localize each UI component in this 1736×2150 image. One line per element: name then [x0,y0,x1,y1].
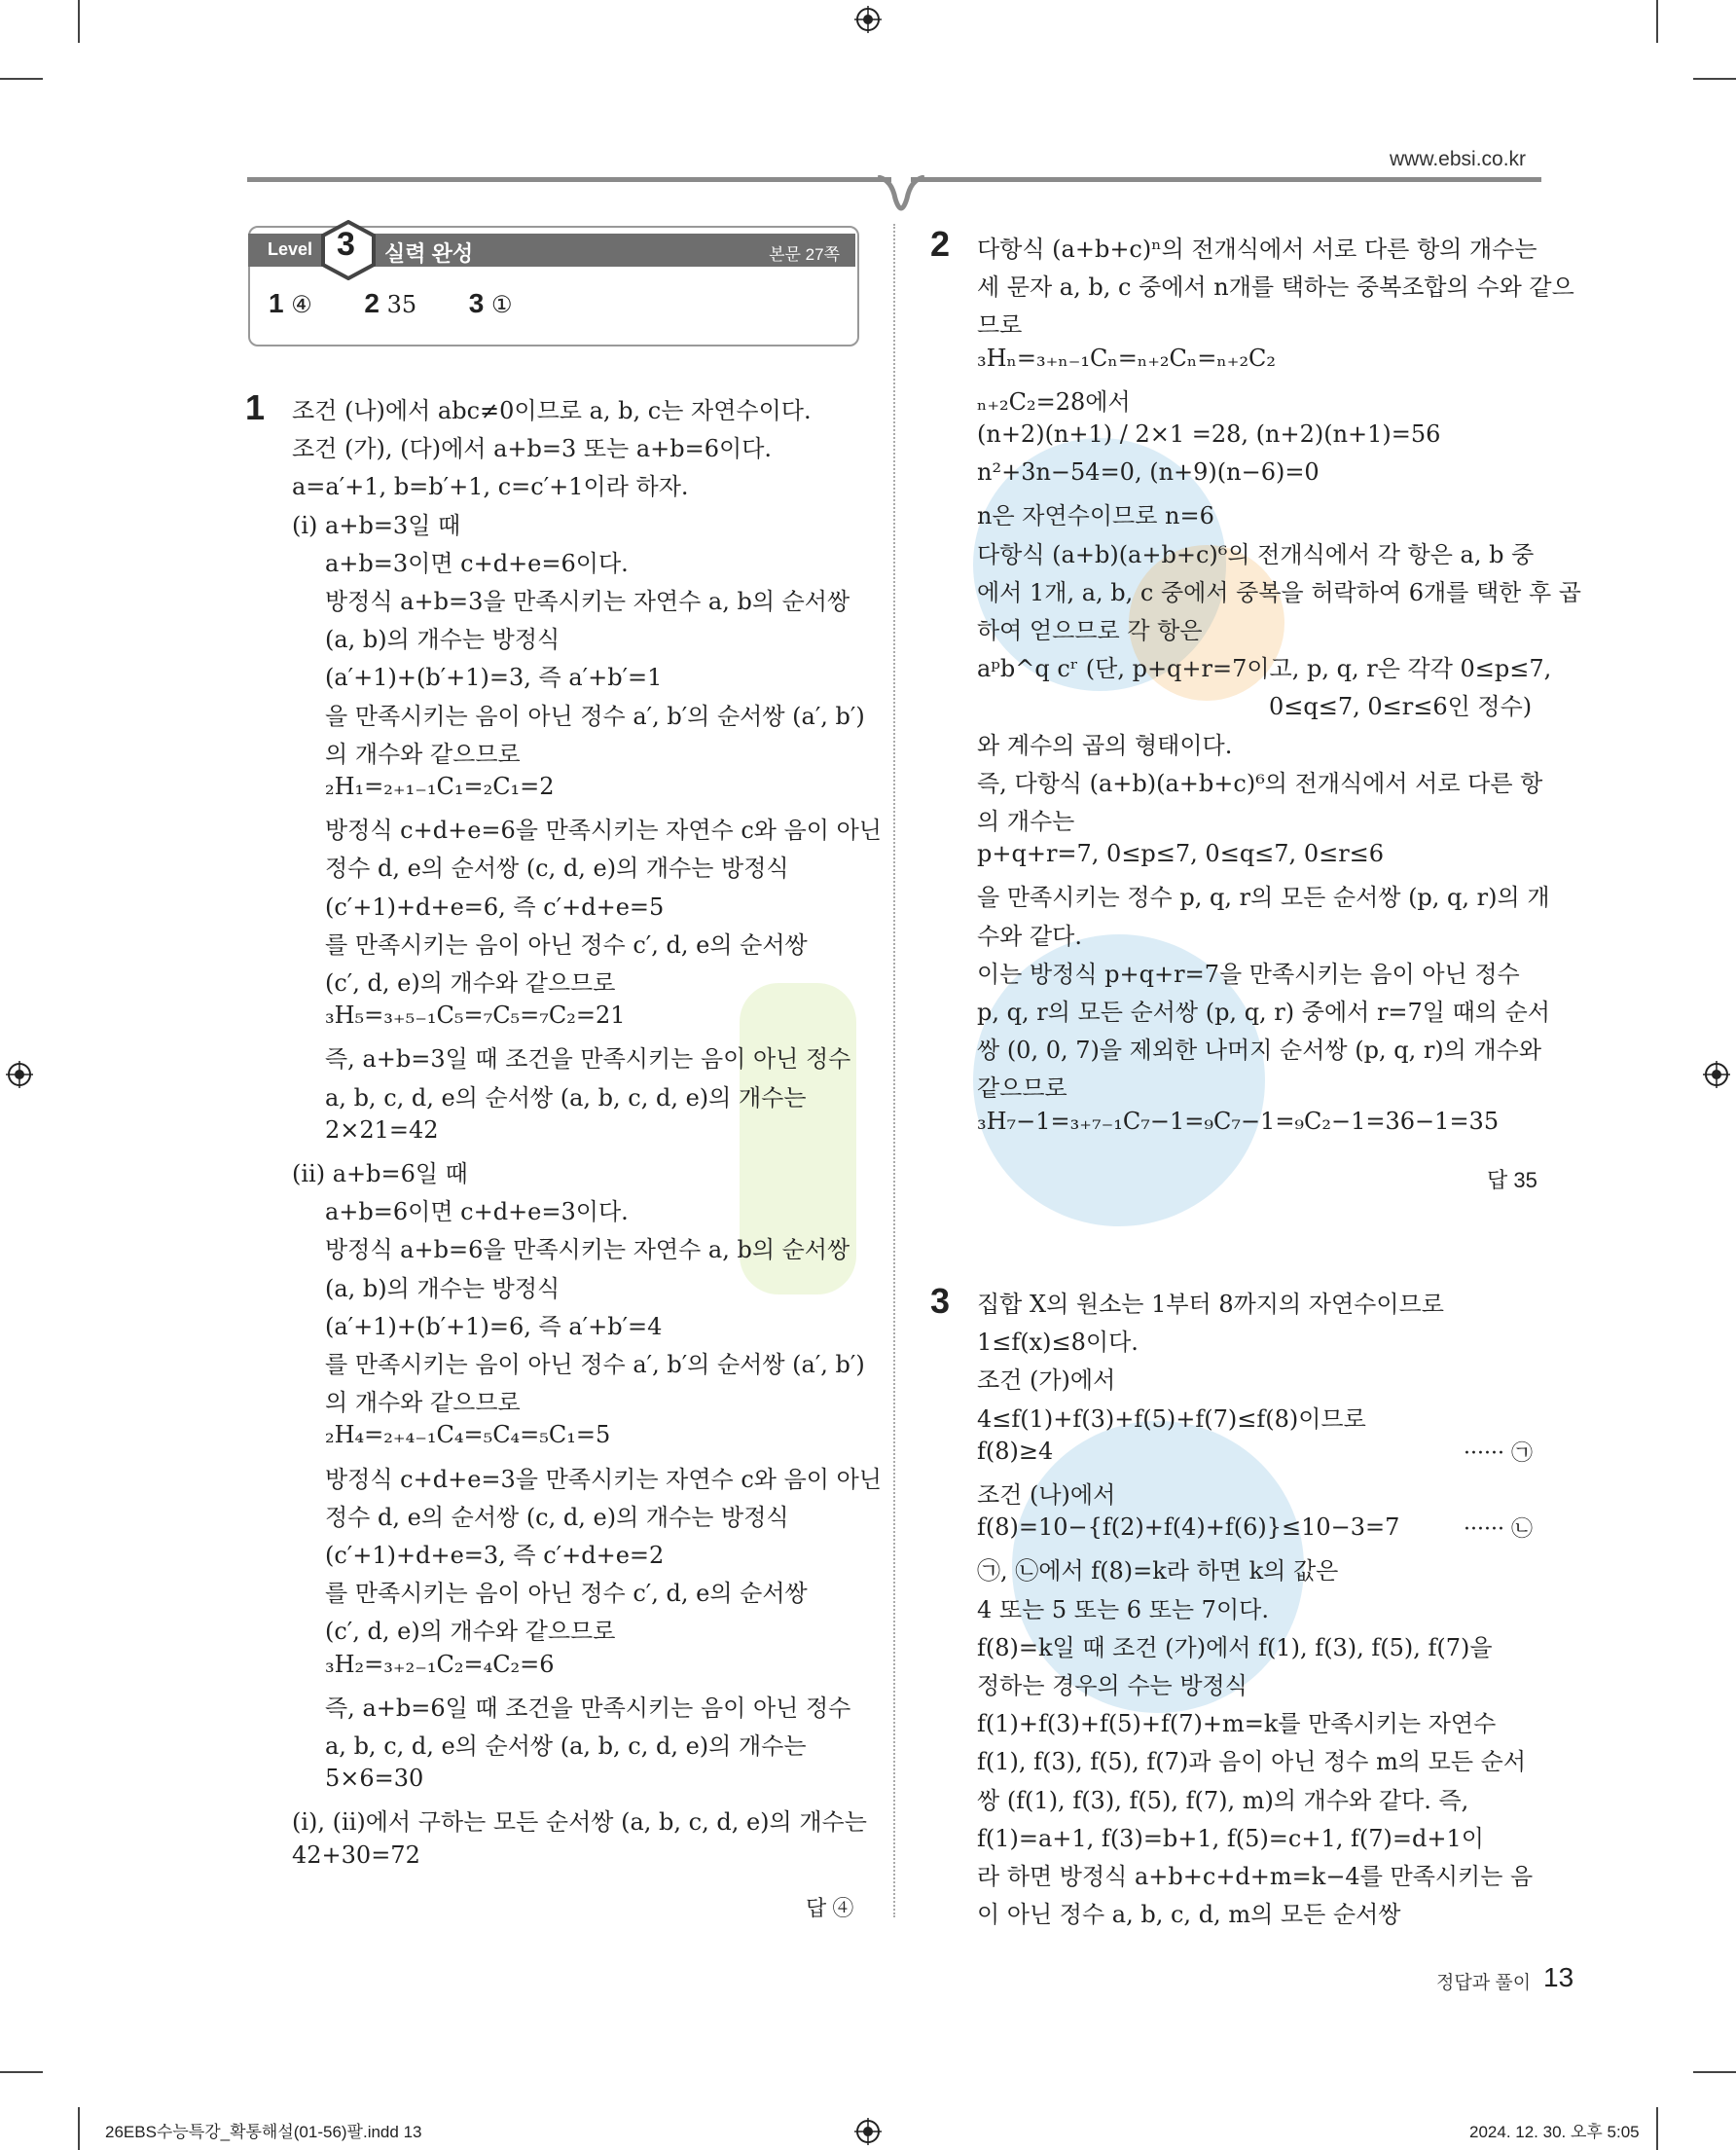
solution-line: n²+3n−54=0, (n+9)(n−6)=0 [977,458,1320,487]
registration-mark-icon [854,2118,882,2145]
solution-line: 라 하면 방정식 a+b+c+d+m=k−4를 만족시키는 음 [977,1863,1534,1890]
solution-line: 의 개수는 [977,808,1075,835]
solution-line: a+b=3이면 c+d+e=6이다. [325,549,629,577]
solution-line: f(1)+f(3)+f(5)+f(7)+m=k를 만족시키는 자연수 [977,1710,1497,1738]
solution-line: aᵖb^q cʳ (단, p+q+r=7이고, p, q, r은 각각 0≤p≤7, [977,655,1552,683]
solution-line: 수와 같다. [977,922,1082,950]
registration-mark-icon [6,1061,33,1088]
solution-line: ₃Hₙ=₃₊ₙ₋₁Cₙ=ₙ₊₂Cₙ=ₙ₊₂C₂ [977,344,1277,372]
solution-line: 에서 1개, a, b, c 중에서 중복을 허락하여 6개를 택한 후 곱 [977,578,1581,606]
solution-line: 세 문자 a, b, c 중에서 n개를 택하는 중복조합의 수와 같으 [977,273,1574,302]
solution-line: ₙ₊₂C₂=28에서 [977,387,1131,416]
page-number: 13 [1543,1962,1574,1992]
equation-tag: ······ ㉡ [1464,1517,1533,1542]
solution-line: 즉, a+b=3일 때 조건을 만족시키는 음이 아닌 정수 [325,1045,851,1074]
crop-mark [0,78,43,80]
solution-line: 정수 d, e의 순서쌍 (c, d, e)의 개수는 방정식 [325,1503,789,1531]
solution-line: ㉠, ㉡에서 f(8)=k라 하면 k의 값은 [977,1557,1339,1585]
solution-line: (c′, d, e)의 개수와 같으므로 [325,1618,616,1646]
solution-line: (a′+1)+(b′+1)=3, 즉 a′+b′=1 [325,664,663,692]
solution-line: 의 개수와 같으므로 [325,740,521,768]
solution-line: 조건 (나)에서 [977,1481,1116,1509]
solution-line: 4 또는 5 또는 6 또는 7이다. [977,1595,1269,1623]
solution-line: a, b, c, d, e의 순서쌍 (a, b, c, d, e)의 개수는 [325,1083,807,1111]
crop-mark [78,0,80,43]
solution-line: 를 만족시키는 음이 아닌 정수 c′, d, e의 순서쌍 [325,930,808,959]
solution-line: f(8)=10−{f(2)+f(4)+f(6)}≤10−3=7 [977,1513,1400,1542]
solution-line: p, q, r의 모든 순서쌍 (p, q, r) 중에서 r=7일 때의 순서 [977,999,1550,1026]
solution-line: 조건 (나)에서 abc≠0이므로 a, b, c는 자연수이다. [292,397,812,424]
solution-line: 다항식 (a+b+c)ⁿ의 전개식에서 서로 다른 항의 개수는 [977,236,1537,263]
solution-line: ₃H₂=₃₊₂₋₁C₂=₄C₂=6 [325,1650,555,1678]
level-number: 3 [337,226,355,263]
solution-line: (c′, d, e)의 개수와 같으므로 [325,969,616,997]
answer-label: 답 35 [1487,1168,1537,1192]
solution-line: 와 계수의 곱의 형태이다. [977,731,1233,759]
solution-line: 조건 (가), (다)에서 a+b=3 또는 a+b=6이다. [292,435,773,463]
crop-mark [1693,2071,1736,2073]
solution-line: 2×21=42 [325,1115,439,1144]
solution-line: a+b=6이면 c+d+e=3이다. [325,1198,629,1226]
page-reference: 본문 27쪽 [769,245,840,264]
registration-mark-icon [1703,1061,1730,1088]
crop-mark [1656,2107,1658,2150]
solution-line: a, b, c, d, e의 순서쌍 (a, b, c, d, e)의 개수는 [325,1732,807,1760]
file-slug: 26EBS수능특강_확통해설(01-56)팔.indd 13 [105,2123,422,2141]
footer-label: 정답과 풀이 [1436,1973,1532,1993]
site-url: www.ebsi.co.kr [1390,148,1527,170]
equation-tag: ······ ㉠ [1464,1441,1533,1466]
answer-summary [269,288,558,319]
solution-line: 같으므로 [977,1075,1067,1103]
question-number: 2 [930,224,951,264]
solution-line: 5×6=30 [325,1765,424,1793]
print-timestamp: 2024. 12. 30. 오후 5:05 [1469,2123,1640,2141]
crop-mark [1693,78,1736,80]
solution-line: ₃H₅=₃₊₅₋₁C₅=₇C₅=₇C₂=21 [325,1002,626,1030]
question-number: 1 [245,387,266,427]
answer-item: 2 35 [364,288,417,318]
solution-line: 을 만족시키는 음이 아닌 정수 a′, b′의 순서쌍 (a′, b′) [325,702,865,730]
crop-mark [78,2107,80,2150]
solution-line: 을 만족시키는 정수 p, q, r의 모든 순서쌍 (p, q, r)의 개 [977,884,1550,912]
solution-line: 즉, a+b=6일 때 조건을 만족시키는 음이 아닌 정수 [325,1694,851,1722]
solution-line: (ⅰ), (ⅱ)에서 구하는 모든 순서쌍 (a, b, c, d, e)의 개수는 [292,1808,867,1837]
solution-line: 를 만족시키는 음이 아닌 정수 c′, d, e의 순서쌍 [325,1580,808,1608]
solution-line: f(1), f(3), f(5), f(7)과 음이 아닌 정수 m의 모든 순서 [977,1748,1527,1776]
solution-line: f(8)≥4 [977,1437,1054,1465]
solution-line: ₃H₇−1=₃₊₇₋₁C₇−1=₉C₇−1=₉C₂−1=36−1=35 [977,1107,1500,1135]
solution-line: (ⅰ) a+b=3일 때 [292,511,461,539]
solution-line: a=a′+1, b=b′+1, c=c′+1이라 하자. [292,473,689,501]
solution-line: f(8)=k일 때 조건 (가)에서 f(1), f(3), f(5), f(7)을 [977,1633,1493,1661]
solution-line: 42+30=72 [292,1840,420,1869]
solution-line: (a, b)의 개수는 방정식 [325,1274,561,1302]
solution-line: 정하는 경우의 수는 방정식 [977,1672,1248,1699]
solution-line: 즉, 다항식 (a+b)(a+b+c)⁶의 전개식에서 서로 다른 항 [977,769,1543,797]
header-notch-icon [876,175,926,220]
solution-line: 0≤q≤7, 0≤r≤6인 정수) [1269,693,1533,721]
column-divider [893,224,895,1917]
crop-mark [0,2071,43,2073]
solution-line: p+q+r=7, 0≤p≤7, 0≤q≤7, 0≤r≤6 [977,840,1385,868]
solution-line: 방정식 c+d+e=3을 만족시키는 자연수 c와 음이 아닌 [325,1465,882,1493]
answer-label: 답 ④ [806,1896,854,1920]
solution-line: (ⅱ) a+b=6일 때 [292,1160,468,1187]
solution-line: ₂H₄=₂₊₄₋₁C₄=₅C₄=₅C₁=5 [325,1421,611,1449]
solution-line: (c′+1)+d+e=3, 즉 c′+d+e=2 [325,1542,665,1569]
solution-line: 정수 d, e의 순서쌍 (c, d, e)의 개수는 방정식 [325,855,789,883]
solution-line: (c′+1)+d+e=6, 즉 c′+d+e=5 [325,893,665,921]
solution-line: 방정식 c+d+e=6을 만족시키는 자연수 c와 음이 아닌 [325,817,882,845]
solution-line: 므로 [977,311,1023,340]
solution-line: 이 아닌 정수 a, b, c, d, m의 모든 순서쌍 [977,1901,1401,1929]
solution-line: n은 자연수이므로 n=6 [977,502,1214,530]
solution-line: 4≤f(1)+f(3)+f(5)+f(7)≤f(8)이므로 [977,1404,1366,1433]
solution-line: (a′+1)+(b′+1)=6, 즉 a′+b′=4 [325,1312,663,1340]
solution-line: (a, b)의 개수는 방정식 [325,626,561,654]
level-word: Level [268,239,313,259]
header-rule [911,177,1541,182]
answer-item: 1 ④ [269,288,312,318]
crop-mark [1656,0,1658,43]
solution-line: 조건 (가)에서 [977,1367,1116,1395]
solution-line: 1≤f(x)≤8이다. [977,1329,1139,1357]
solution-line: 쌍 (0, 0, 7)을 제외한 나머지 순서쌍 (p, q, r)의 개수와 [977,1037,1542,1065]
solution-line: 방정식 a+b=3을 만족시키는 자연수 a, b의 순서쌍 [325,588,850,615]
question-number: 3 [930,1281,951,1321]
header-rule [247,177,891,182]
answer-item: 3 ① [468,288,513,318]
solution-line: 방정식 a+b=6을 만족시키는 자연수 a, b의 순서쌍 [325,1236,850,1264]
solution-line: f(1)=a+1, f(3)=b+1, f(5)=c+1, f(7)=d+1이 [977,1824,1484,1852]
solution-line: 집합 X의 원소는 1부터 8까지의 자연수이므로 [977,1291,1444,1318]
solution-line: 다항식 (a+b)(a+b+c)⁶의 전개식에서 각 항은 a, b 중 [977,540,1535,568]
solution-line: 의 개수와 같으므로 [325,1389,521,1417]
solution-line: 이는 방정식 p+q+r=7을 만족시키는 음이 아닌 정수 [977,960,1520,988]
solution-line: 하여 얻으므로 각 항은 [977,617,1203,644]
solution-line: (n+2)(n+1) / 2×1 =28, (n+2)(n+1)=56 [977,420,1441,448]
solution-line: 쌍 (f(1), f(3), f(5), f(7), m)의 개수와 같다. 즉, [977,1786,1469,1814]
solution-line: ₂H₁=₂₊₁₋₁C₁=₂C₁=2 [325,773,555,800]
solution-line: 를 만족시키는 음이 아닌 정수 a′, b′의 순서쌍 (a′, b′) [325,1351,865,1378]
level-title: 실력 완성 [384,241,474,266]
registration-mark-icon [854,6,882,33]
